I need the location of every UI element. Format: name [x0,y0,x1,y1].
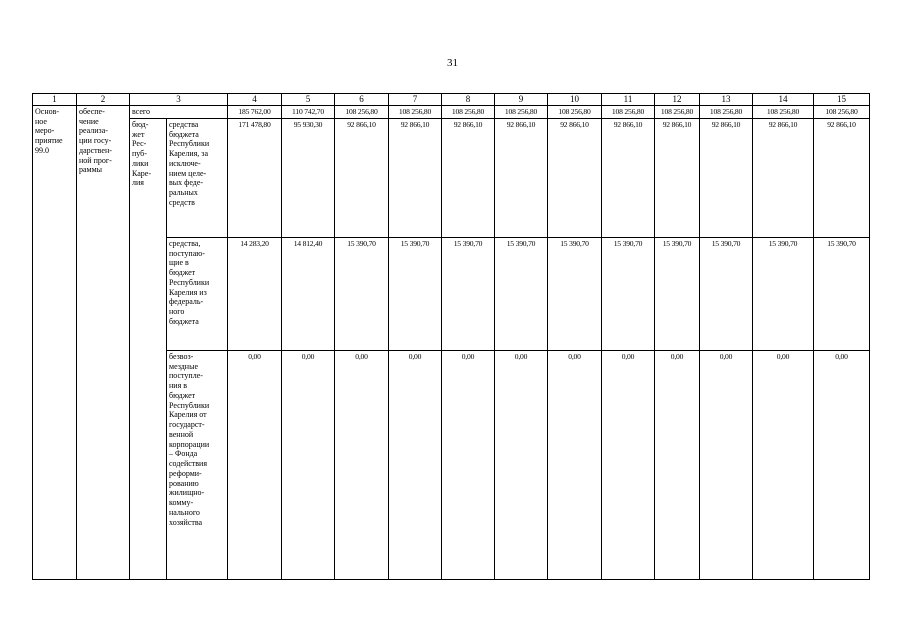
value-cell: 15 390,70 [442,237,495,350]
page-number: 31 [447,57,458,69]
value-cell: 0,00 [495,350,548,579]
value-cell: 0,00 [228,350,282,579]
header-cell: 13 [700,94,753,106]
value-cell: 92 866,10 [602,118,655,237]
value-cell: 0,00 [442,350,495,579]
value-cell: 15 390,70 [655,237,700,350]
table-row-regional-funds [33,118,870,237]
value-cell: 0,00 [753,350,814,579]
header-cell: 12 [655,94,700,106]
value-cell: 0,00 [282,350,335,579]
header-cell: 5 [282,94,335,106]
source-label: безвоз- мездные поступле- ния в бюджет Республики Карелия от государст- венной корпорации – Фонда содействия реформи- рованию жилищно- комму- нального хозяйства [167,350,228,579]
header-cell: 1 [33,94,77,106]
value-cell: 95 930,30 [282,118,335,237]
header-cell: 8 [442,94,495,106]
value-cell: 0,00 [602,350,655,579]
value-cell: 0,00 [389,350,442,579]
value-cell: 108 256,80 [335,105,389,118]
header-cell: 9 [495,94,548,106]
value-cell: 185 762,00 [228,105,282,118]
value-cell: 171 478,80 [228,118,282,237]
value-cell: 108 256,80 [389,105,442,118]
header-cell: 15 [814,94,870,106]
value-cell: 108 256,80 [442,105,495,118]
budget-label-cell: бюд- жет Рес- пуб- лики Каре- лия [130,118,167,579]
value-cell: 92 866,10 [495,118,548,237]
value-cell: 92 866,10 [548,118,602,237]
value-cell: 0,00 [700,350,753,579]
value-cell: 15 390,70 [389,237,442,350]
value-cell: 14 283,20 [228,237,282,350]
value-cell: 92 866,10 [442,118,495,237]
value-cell: 108 256,80 [700,105,753,118]
value-cell: 92 866,10 [335,118,389,237]
value-cell: 15 390,70 [335,237,389,350]
value-cell: 108 256,80 [495,105,548,118]
value-cell: 110 742,70 [282,105,335,118]
header-cell: 11 [602,94,655,106]
header-cell: 7 [389,94,442,106]
value-cell: 15 390,70 [602,237,655,350]
value-cell: 92 866,10 [700,118,753,237]
value-cell: 15 390,70 [814,237,870,350]
value-cell: 0,00 [814,350,870,579]
header-row [33,94,870,106]
header-cell: 10 [548,94,602,106]
value-cell: 108 256,80 [814,105,870,118]
value-cell: 92 866,10 [389,118,442,237]
budget-table [32,93,870,580]
value-cell: 0,00 [548,350,602,579]
total-label: всего [130,105,228,118]
value-cell: 108 256,80 [602,105,655,118]
value-cell: 0,00 [655,350,700,579]
value-cell: 15 390,70 [495,237,548,350]
value-cell: 14 812,40 [282,237,335,350]
value-cell: 108 256,80 [753,105,814,118]
value-cell: 92 866,10 [753,118,814,237]
value-cell: 92 866,10 [814,118,870,237]
header-cell: 6 [335,94,389,106]
header-cell: 14 [753,94,814,106]
source-label: средства, поступаю- щие в бюджет Республики Карелия из федераль- ного бюджета [167,237,228,350]
value-cell: 108 256,80 [548,105,602,118]
value-cell: 15 390,70 [753,237,814,350]
value-cell: 108 256,80 [655,105,700,118]
activity-cell: Основ- ное меро- приятие 99.0 [33,105,77,579]
header-cell: 2 [77,94,130,106]
purpose-cell: обеспе- чение реализа- ции госу- дарствен- ной прог- раммы [77,105,130,579]
value-cell: 0,00 [335,350,389,579]
value-cell: 15 390,70 [548,237,602,350]
header-cell: 4 [228,94,282,106]
source-label: средства бюджета Республики Карелия, за исключе- нием целе- вых феде- ральных средств [167,118,228,237]
value-cell: 92 866,10 [655,118,700,237]
table-row-total [33,105,870,118]
header-cell: 3 [130,94,228,106]
value-cell: 15 390,70 [700,237,753,350]
